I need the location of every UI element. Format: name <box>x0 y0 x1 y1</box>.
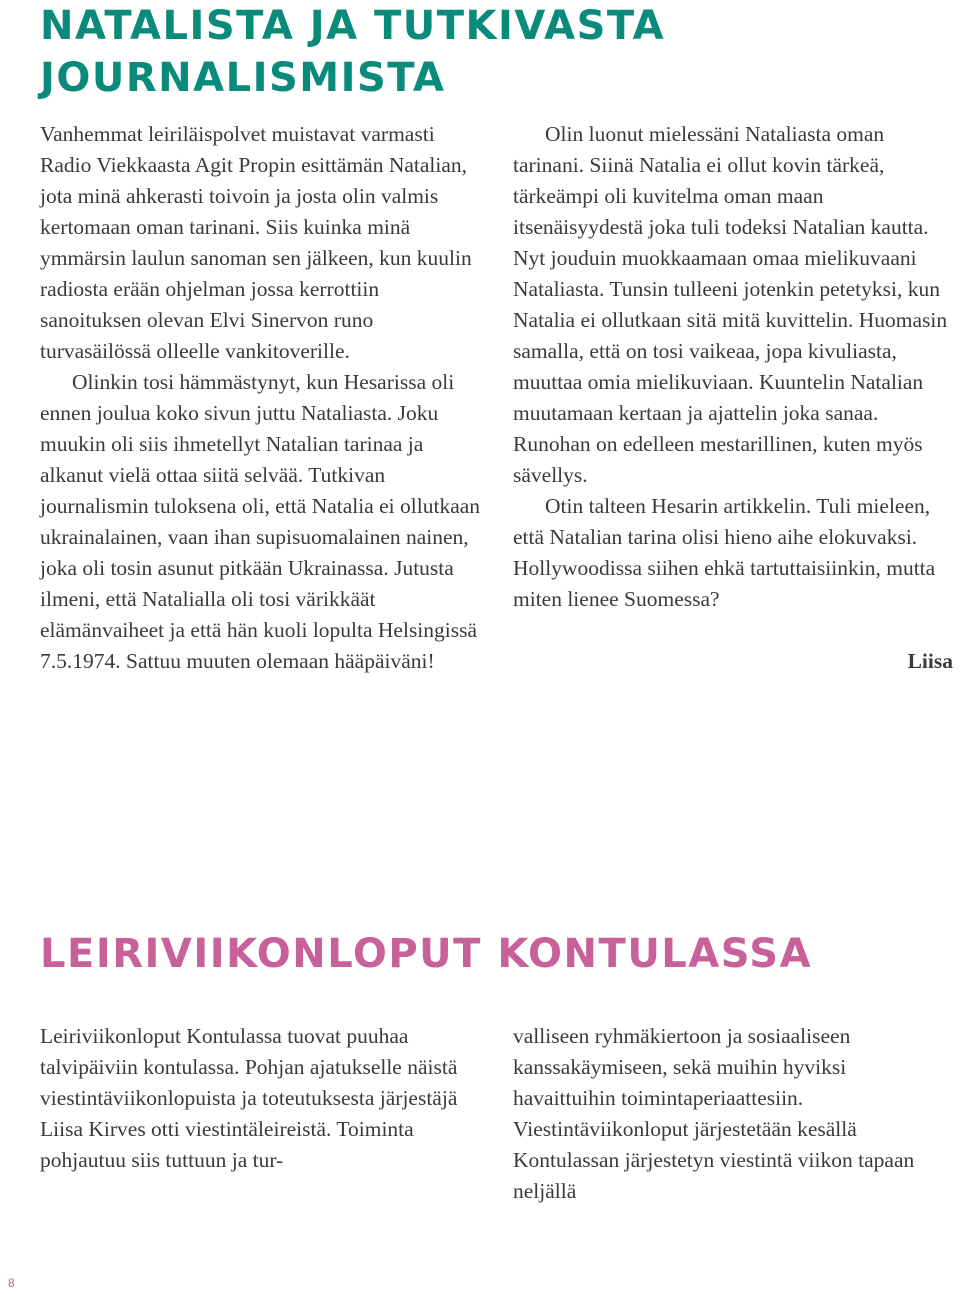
article-natalia-column-left <box>40 119 485 677</box>
paragraph: Vanhemmat leiriläispolvet muistavat varmasti Radio Viekkaasta Agit Propin esittämän Natalian, jota minä ahkerasti toivoin ja josta olin valmis kertomaan oman tarinani. Siis kuinka minä ymmärsin laulun sanoman sen jälkeen, kun kuulin radiosta erään ohjelman jossa kerrottiin sanoituksen olevan Elvi Sinervon runo turvasäilössä olleelle vankitoverille. <box>40 122 472 363</box>
paragraph: Olinkin tosi hämmästynyt, kun Hesarissa oli ennen joulua koko sivun juttu Nataliasta. Joku muukin oli siis ihmetellyt Natalian tarinaa ja alkanut vielä ottaa siitä selvää. Tutkivan journalismin tuloksena oli, että Natalia ei ollutkaan ukrainalainen, vaan ihan supisuomalainen nainen, joka oli tosin asunut pitkään Ukrainassa. Jutusta ilmeni, että Natalialla oli tosi värikkäät elämänvaiheet ja että hän kuoli lopulta Helsingissä 7.5.1974. Sattuu muuten olemaan hääpäiväni! <box>40 370 481 673</box>
article-title-kontula: LEIRIVIIKONLOPUT KONTULASSA <box>40 931 813 977</box>
article-natalia-column-right <box>513 119 953 677</box>
paragraph: valliseen ryhmäkiertoon ja sosiaaliseen kanssakäymiseen, sekä muihin hyviksi havaittuihin toimintaperiaattesiin. Viestintäviikonloput järjestetään kesällä Kontulassan järjestetyn viestintä viikon tapaan neljällä <box>513 1024 915 1203</box>
paragraph: Olin luonut mielessäni Nataliasta oman tarinani. Siinä Natalia ei ollut kovin tärkeä, tärkeämpi oli kuvitelma oman maan itsenäisyydestä joka tuli todeksi Natalian kautta. Nyt jouduin muokkaamaan omaa mielikuvaani Nataliasta. Tunsin tulleeni jotenkin petetyksi, kun Natalia ei ollutkaan sitä mitä kuvittelin. Huomasin samalla, että on tosi vaikeaa, jopa kivuliasta, muuttaa omia mielikuviaan. Kuuntelin Natalian muutamaan kertaan ja ajattelin joka sanaa. Runohan on edelleen mestarillinen, kuten myös sävellys. <box>513 122 948 487</box>
author-signature: Liisa <box>907 649 953 673</box>
article-kontula-column-right <box>513 1021 953 1207</box>
paragraph: Otin talteen Hesarin artikkelin. Tuli mieleen, että Natalian tarina olisi hieno aihe elokuvaksi. Hollywoodissa siihen ehkä tartuttaisiinkin, mutta miten lienee Suomessa? <box>513 494 936 611</box>
article-kontula-column-left <box>40 1021 488 1176</box>
paragraph: Leiriviikonloput Kontulassa tuovat puuhaa talvipäiviin kontulassa. Pohjan ajatukselle näistä viestintäviikonlopuista ja toteutuksesta järjestäjä Liisa Kirves otti viestintäleireistä. Toiminta pohjautuu siis tuttuun ja tur- <box>40 1024 458 1172</box>
page-number: 8 <box>8 1276 15 1290</box>
article-title-natalia: NATALISTA JA TUTKIVASTA JOURNALISMISTA <box>40 3 666 101</box>
